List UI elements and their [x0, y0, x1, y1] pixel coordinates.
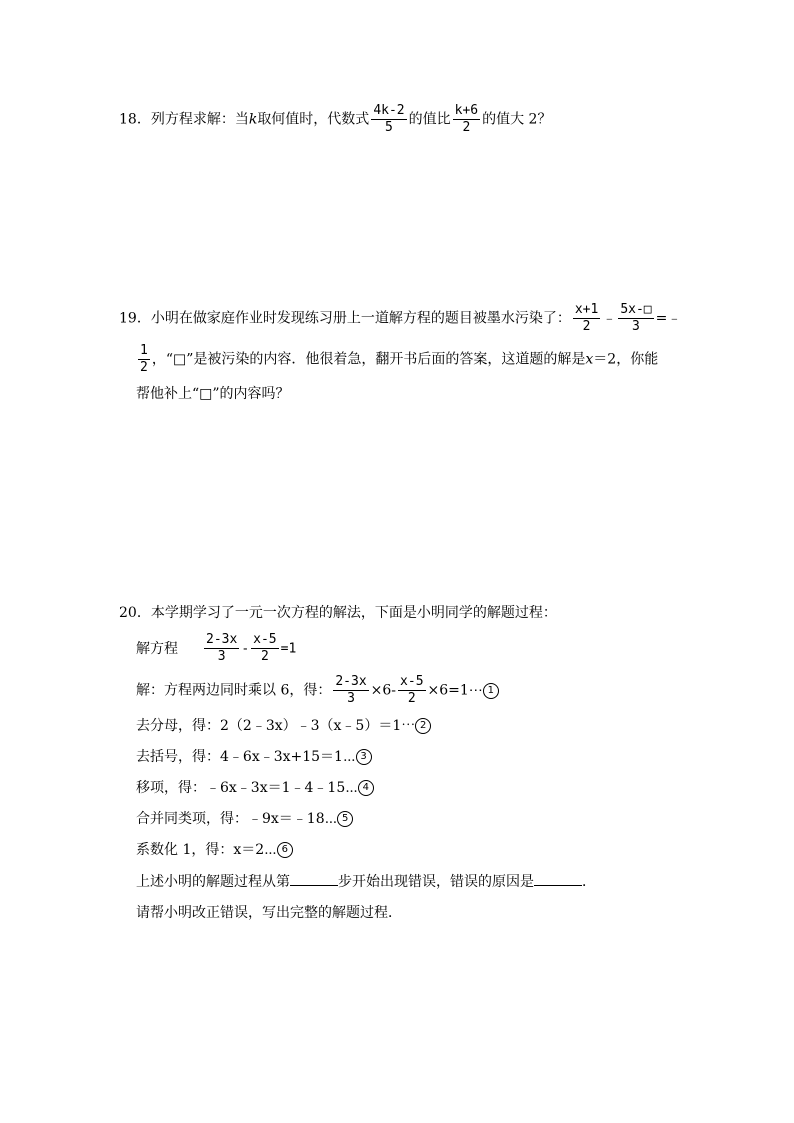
fraction-x-5-over-2 [251, 632, 278, 665]
step-text: ×6- [370, 682, 397, 699]
step-1 [136, 674, 499, 707]
numerator: 4k-2 [373, 103, 405, 118]
fraction-x+1-over-2 [573, 302, 600, 335]
answer-blank-reason[interactable] [534, 871, 582, 886]
denominator: 2 [260, 649, 269, 664]
question-text: ＝2，你能 [593, 351, 659, 368]
numerator: k+6 [454, 103, 479, 118]
step-marker-circle: 3 [356, 749, 372, 765]
numerator: 1 [140, 343, 148, 358]
question-number: 19． [119, 310, 151, 327]
step-text: ×6=1⋯ [427, 682, 483, 699]
question-number: 18． [119, 111, 151, 128]
fraction-2-3x-over-3 [204, 632, 239, 665]
numerator: x-5 [253, 632, 277, 647]
question-text: 步开始出现错误，错误的原因是 [338, 874, 534, 890]
question-text: 帮他补上“□”的内容吗？ [136, 386, 290, 402]
denominator: 3 [632, 319, 640, 334]
question-text: 取何值时，代数式 [257, 111, 370, 128]
variable-k: k [248, 111, 258, 128]
step-6 [136, 840, 293, 860]
minus-sign: ﹣ [602, 310, 617, 327]
step-marker-circle: 6 [277, 842, 293, 858]
numerator: 5x-□ [620, 302, 652, 317]
denominator: 2 [462, 120, 471, 135]
answer-blank-step[interactable] [290, 871, 338, 886]
question-19-line-2 [136, 343, 658, 376]
denominator: 2 [582, 319, 591, 334]
denominator: 5 [385, 120, 393, 135]
numerator: 2-3x [335, 674, 367, 689]
question-text: 本学期学习了一元一次方程的解法，下面是小明同学的解题过程： [150, 605, 557, 621]
correction-request [136, 903, 402, 923]
step-marker-circle: 2 [415, 718, 431, 734]
numerator: x+1 [574, 302, 599, 317]
step-4 [136, 778, 374, 798]
denominator: 2 [407, 691, 416, 706]
denominator: 3 [347, 691, 355, 706]
error-question [136, 871, 596, 892]
step-text: 移项，得：﹣6x﹣3x＝1﹣4﹣15⋯ [136, 780, 358, 796]
step-text: 解：方程两边同时乘以 6，得： [136, 682, 332, 699]
question-text: 小明在做家庭作业时发现练习册上一道解方程的题目被墨水污染了： [150, 310, 571, 327]
step-text: 合并同类项，得：﹣9x＝﹣18⋯ [136, 811, 338, 827]
fraction-k+6-over-2 [453, 103, 480, 136]
denominator: 2 [140, 360, 148, 375]
numerator: 2-3x [206, 632, 238, 647]
step-3 [136, 747, 372, 767]
fraction-2-3x-over-3 [333, 674, 368, 707]
question-18 [119, 103, 551, 136]
step-marker-circle: 5 [337, 811, 353, 827]
question-19-line-3 [136, 384, 290, 404]
fraction-x-5-over-2 [398, 674, 425, 707]
variable-x: x [585, 351, 594, 368]
step-marker-circle: 1 [483, 683, 499, 699]
question-text: ． [582, 874, 596, 890]
step-5 [136, 809, 353, 829]
step-text: 去分母，得：2（2﹣3x）﹣3（x﹣5）＝1⋯ [136, 718, 416, 734]
solve-label: 解方程 [136, 640, 178, 657]
question-text: 列方程求解：当 [150, 111, 249, 128]
fraction-4k-2-over-5 [371, 103, 406, 136]
question-text: 的值比 [408, 111, 451, 128]
minus-sign: - [241, 641, 250, 657]
step-text: 系数化 1，得：x＝2⋯ [136, 842, 277, 858]
question-text: ，“□”是被污染的内容．他很着急，翻开书后面的答案，这道题的解是 [151, 351, 586, 368]
step-2 [136, 716, 431, 736]
question-text: 的值大 2？ [482, 111, 552, 128]
question-19-line-1 [119, 302, 681, 335]
question-number: 20． [119, 605, 151, 621]
step-text: 去括号，得：4﹣6x﹣3x+15＝1⋯ [136, 749, 356, 765]
fraction-stained [618, 302, 653, 335]
equals-one: =1 [280, 641, 297, 657]
step-marker-circle: 4 [358, 780, 374, 796]
equals-minus: =﹣ [655, 310, 682, 327]
question-text: 上述小明的解题过程从第 [136, 874, 290, 890]
question-20-intro [119, 603, 557, 623]
fraction-1-over-2 [138, 343, 150, 376]
denominator: 3 [217, 649, 226, 664]
question-text: 请帮小明改正错误，写出完整的解题过程． [136, 905, 402, 921]
numerator: x-5 [400, 674, 424, 689]
equation-line [136, 632, 296, 665]
